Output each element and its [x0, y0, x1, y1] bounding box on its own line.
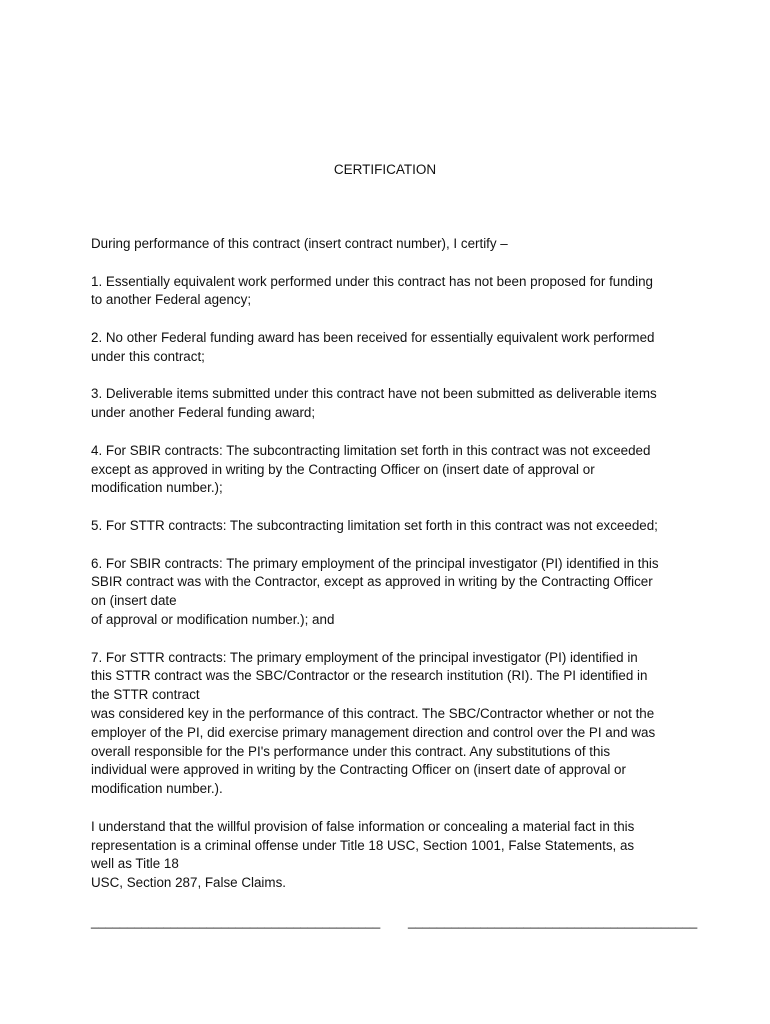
item-4-line-2: except as approved in writing by the Contracting Officer on (insert date of approval or — [91, 461, 595, 477]
item-7-line-6: overall responsible for the PI's performance under this contract. Any substitutions of this — [91, 743, 611, 759]
item-1-line-1: 1. Essentially equivalent work performed under this contract has not been proposed for funding — [91, 273, 653, 289]
signature-line-right: ________________________________________ — [408, 914, 698, 929]
intro-paragraph — [91, 235, 687, 254]
closing-paragraph — [91, 818, 687, 893]
document-body — [91, 235, 687, 912]
item-7-line-8: modification number.). — [91, 781, 223, 797]
item-5 — [91, 517, 687, 536]
item-6-line-2: SBIR contract was with the Contractor, except as approved in writing by the Contracting Officer — [91, 574, 653, 590]
item-7-line-1: 7. For STTR contracts: The primary employment of the principal investigator (PI) identified in — [91, 649, 638, 665]
intro-line: During performance of this contract (insert contract number), I certify – — [91, 236, 508, 251]
item-6-line-3: on (insert date — [91, 593, 177, 609]
item-7-line-5: employer of the PI, did exercise primary management direction and control over the PI and was — [91, 724, 656, 740]
item-3 — [91, 385, 687, 423]
item-4 — [91, 442, 687, 498]
document-title: CERTIFICATION — [333, 162, 437, 177]
item-7-line-4: was considered key in the performance of this contract. The SBC/Contractor whether or not the — [91, 705, 655, 721]
closing-line-4: USC, Section 287, False Claims. — [91, 875, 286, 891]
closing-line-3: well as Title 18 — [91, 856, 179, 872]
item-7-line-3: the STTR contract — [91, 687, 200, 703]
item-1 — [91, 273, 687, 311]
closing-line-1: I understand that the willful provision of false information or concealing a material fact in this — [91, 818, 635, 834]
item-7-line-7: individual were approved in writing by the Contracting Officer on (insert date of approval or — [91, 762, 626, 778]
item-2 — [91, 329, 687, 367]
item-3-line-2: under another Federal funding award; — [91, 405, 316, 421]
item-6-line-4: of approval or modification number.); and — [91, 611, 335, 627]
signature-row — [91, 913, 698, 931]
item-4-line-1: 4. For SBIR contracts: The subcontracting limitation set forth in this contract was not exceeded — [91, 442, 651, 458]
item-3-line-1: 3. Deliverable items submitted under this contract have not been submitted as deliverable items — [91, 386, 657, 402]
signature-line-left: ________________________________________ — [91, 914, 381, 929]
item-4-line-3: modification number.); — [91, 480, 223, 496]
closing-line-2: representation is a criminal offense under Title 18 USC, Section 1001, False Statements, as — [91, 837, 635, 853]
item-7 — [91, 649, 687, 799]
item-5-line-1: 5. For STTR contracts: The subcontracting limitation set forth in this contract was not exceeded; — [91, 517, 658, 533]
item-2-line-2: under this contract; — [91, 348, 205, 364]
item-2-line-1: 2. No other Federal funding award has been received for essentially equivalent work performed — [91, 329, 655, 345]
item-6 — [91, 555, 687, 630]
item-7-line-2: this STTR contract was the SBC/Contractor or the research institution (RI). The PI identified in — [91, 668, 648, 684]
item-6-line-1: 6. For SBIR contracts: The primary employment of the principal investigator (PI) identified in this — [91, 555, 659, 571]
item-1-line-2: to another Federal agency; — [91, 292, 252, 308]
